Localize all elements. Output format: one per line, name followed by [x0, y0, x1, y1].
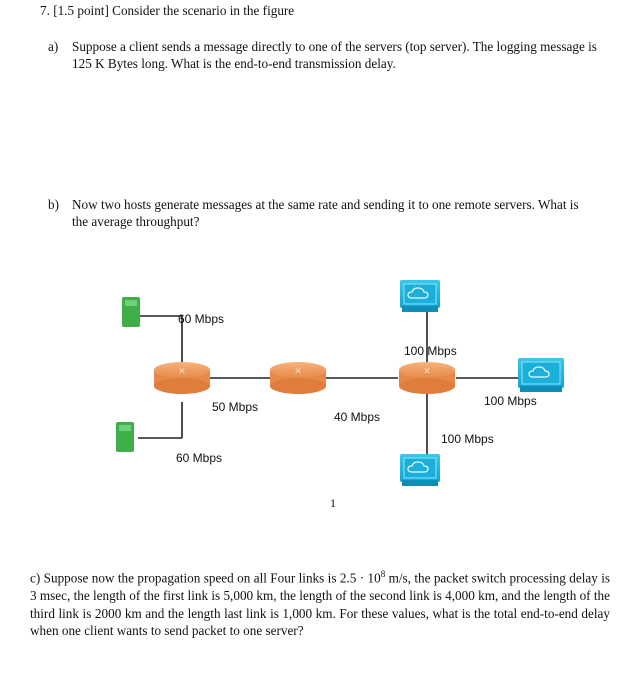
part-b-label: b): [48, 197, 59, 212]
server-right-icon: [518, 358, 564, 392]
part-c-exponent: 8: [380, 569, 386, 579]
server-top-icon: [400, 280, 440, 312]
link-label-client-bottom: 60 Mbps: [176, 451, 223, 465]
router-middle-icon: [270, 362, 326, 394]
part-b-text: Now two hosts generate messages at the same rate and sending it to one remote servers. What is the average throughput?: [72, 197, 579, 229]
link-label-server-right: 100 Mbps: [484, 394, 537, 408]
svg-text:✕: ✕: [294, 367, 302, 377]
part-c-text: [30, 566, 610, 640]
router-right-icon: [399, 362, 455, 394]
link-label-server-bottom: 100 Mbps: [441, 432, 494, 446]
page-number: 1: [330, 496, 336, 510]
link-label-client-top: 60 Mbps: [178, 312, 225, 326]
part-c-text-before: Suppose now the propagation speed on all Four links is 2.5 · 10: [43, 570, 381, 586]
link-label-client-bottom-link: 50 Mbps: [212, 400, 259, 414]
client-bottom-icon: [116, 422, 134, 452]
link-label-server-top: 100 Mbps: [404, 344, 457, 358]
router-left-icon: [154, 362, 210, 394]
part-a-label: a): [48, 39, 59, 54]
part-c-label: c): [30, 570, 41, 586]
server-bottom-icon: [400, 454, 440, 486]
link-label-router-middle: 40 Mbps: [334, 410, 381, 424]
svg-text:✕: ✕: [178, 367, 186, 377]
client-top-icon: [122, 297, 140, 327]
question-title: 7. [1.5 point] Consider the scenario in the figure: [40, 3, 295, 18]
part-a-text: Suppose a client sends a message directly to one of the servers (top server). The logging message is 125 K Bytes long. What is the end-to-end transmission delay.: [72, 39, 597, 71]
svg-text:✕: ✕: [423, 367, 431, 377]
part-c-text-after: m/s, the packet switch processing delay is 3 msec, the length of the first link is 5,000 km, the length of the second link is 4,000 km, and the length of the third link is 2000 km and the length last link is 1,000 km. For these values, what is the total end-to-end delay when one client wants to send packet to one server?: [30, 570, 611, 639]
